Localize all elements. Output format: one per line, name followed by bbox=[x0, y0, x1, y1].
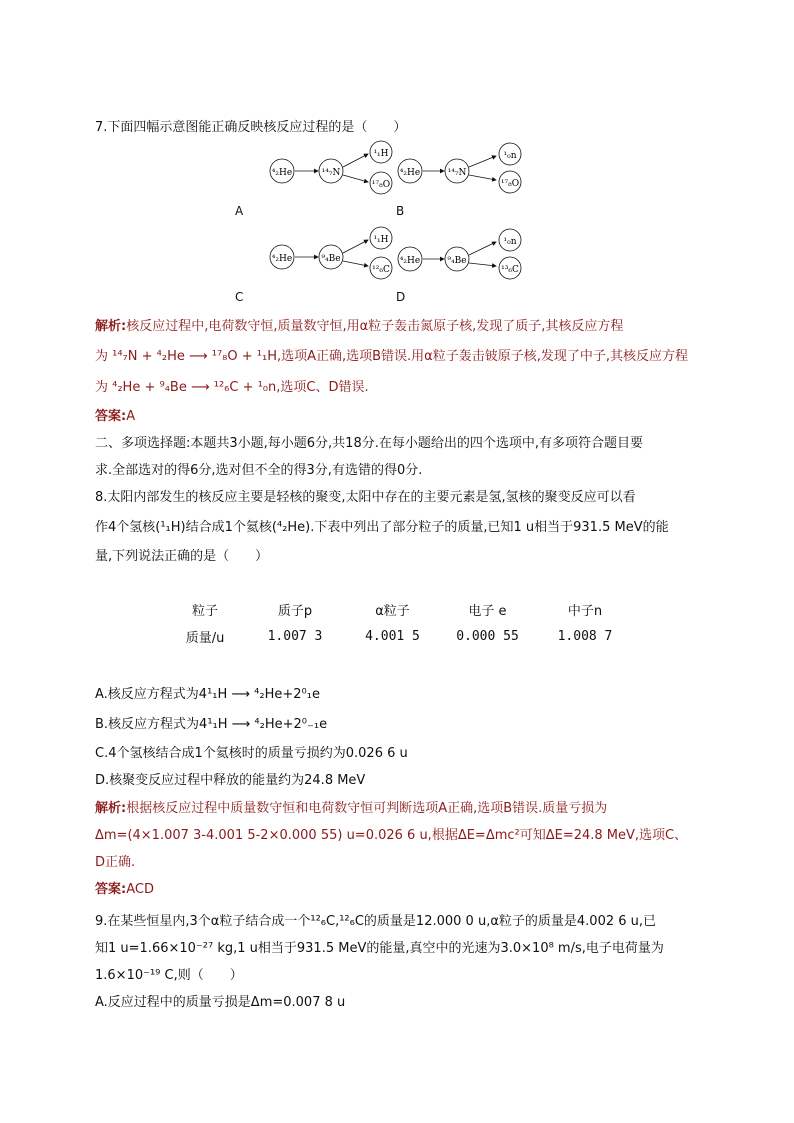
table-cell: 0.000 55 bbox=[456, 629, 519, 644]
q8-mass-table bbox=[165, 596, 635, 650]
table-cell: 1.007 3 bbox=[267, 629, 323, 644]
q8-option-b: B.核反应方程式为4¹₁H ⟶ ⁴₂He+2⁰₋₁e bbox=[95, 717, 328, 732]
q8-analysis-label: 解析: bbox=[95, 801, 127, 816]
diagram-c-target: ⁹₄Be bbox=[321, 254, 341, 264]
q8-answer-label: 答案: bbox=[95, 882, 127, 897]
q8-option-d: D.核聚变反应过程中释放的能量约为24.8 MeV bbox=[95, 773, 366, 788]
q7-answer bbox=[95, 405, 135, 424]
q9-stem-line2: 知1 u=1.66×10⁻²⁷ kg,1 u相当于931.5 MeV的能量,真空中的光速为3.0×10⁸ m/s,电子电荷量为 bbox=[95, 941, 664, 956]
diagram-a bbox=[270, 141, 392, 194]
q8-option-a: A.核反应方程式为4¹₁H ⟶ ⁴₂He+2⁰₁e bbox=[95, 687, 320, 702]
diagram-d-product2: ¹³₆C bbox=[501, 265, 519, 275]
diagram-label-a: A bbox=[235, 204, 244, 218]
q7-analysis-text1: 核反应过程中,电荷数守恒,质量数守恒,用α粒子轰击氮原子核,发现了质子,其核反应方程 bbox=[126, 319, 624, 334]
table-cell: 1.008 7 bbox=[557, 629, 613, 644]
table-header-cell: 粒子 bbox=[191, 604, 218, 619]
q8-stem-line3: 量,下列说法正确的是（ ） bbox=[95, 549, 269, 564]
q7-analysis-line1 bbox=[95, 315, 623, 334]
q8-stem-line1: 8.太阳内部发生的核反应主要是轻核的聚变,太阳中存在的主要元素是氢,氢核的聚变反应可以看 bbox=[95, 490, 636, 505]
table-header-cell: 电子 e bbox=[468, 604, 507, 619]
q8-analysis-line3: D正确. bbox=[95, 855, 136, 870]
diagram-b-target: ¹⁴₇N bbox=[447, 168, 467, 178]
diagram-cd bbox=[260, 226, 530, 282]
diagram-d-product1: ¹₀n bbox=[503, 237, 517, 247]
diagram-b-reactant: ⁴₂He bbox=[399, 168, 421, 178]
diagram-a-product2: ¹⁷₈O bbox=[371, 180, 391, 190]
diagram-c bbox=[270, 227, 392, 279]
table-header-cell: 中子n bbox=[567, 604, 603, 619]
q8-stem-line2: 作4个氢核(¹₁H)结合成1个氦核(⁴₂He).下表中列出了部分粒子的质量,已知1 u相当于931.5 MeV的能 bbox=[95, 520, 669, 535]
diagram-label-b: B bbox=[396, 204, 405, 218]
table-header-cell: α粒子 bbox=[375, 604, 410, 619]
q8-analysis-line1 bbox=[95, 797, 607, 816]
q7-stem: 7.下面四幅示意图能正确反映核反应过程的是（ ） bbox=[95, 120, 407, 135]
section2-line2: 求.全部选对的得6分,选对但不全的得3分,有选错的得0分. bbox=[95, 463, 423, 478]
diagram-b-product2: ¹⁷₈O bbox=[500, 179, 520, 189]
q8-answer-value: ACD bbox=[126, 882, 154, 897]
diagram-label-c: C bbox=[235, 290, 244, 304]
q9-stem-line1: 9.在某些恒星内,3个α粒子结合成一个¹²₆C,¹²₆C的质量是12.000 0 u,α粒子的质量是4.002 6 u,已 bbox=[95, 914, 657, 929]
table-row bbox=[165, 623, 635, 650]
table-cell: 4.001 5 bbox=[365, 629, 420, 644]
q8-answer bbox=[95, 878, 154, 897]
q9-option-a: A.反应过程中的质量亏损是Δm=0.007 8 u bbox=[95, 995, 346, 1010]
diagram-ab bbox=[260, 140, 530, 196]
diagram-c-product1: ¹₁H bbox=[373, 235, 389, 245]
diagram-a-product1: ¹₁H bbox=[373, 149, 389, 159]
q7-analysis-line2: 为 ¹⁴₇N + ⁴₂He ⟶ ¹⁷₈O + ¹₁H,选项A正确,选项B错误.用α粒子轰击铍原子核,发现了中子,其核反应方程 bbox=[95, 349, 689, 364]
q9-stem-line3: 1.6×10⁻¹⁹ C,则（ ） bbox=[95, 968, 243, 983]
diagram-label-d: D bbox=[396, 290, 406, 304]
q7-analysis-line3: 为 ⁴₂He + ⁹₄Be ⟶ ¹²₆C + ¹₀n,选项C、D错误. bbox=[95, 380, 369, 395]
diagram-c-reactant: ⁴₂He bbox=[271, 254, 293, 264]
diagram-d bbox=[398, 229, 521, 279]
diagram-b bbox=[398, 143, 521, 193]
diagram-c-product2: ¹²₆C bbox=[372, 265, 390, 275]
q8-analysis-text1: 根据核反应过程中质量数守恒和电荷数守恒可判断选项A正确,选项B错误.质量亏损为 bbox=[126, 801, 608, 816]
section2-line1: 二、多项选择题:本题共3小题,每小题6分,共18分.在每小题给出的四个选项中,有多项符合题目要 bbox=[95, 436, 643, 451]
q8-option-c: C.4个氢核结合成1个氦核时的质量亏损约为0.026 6 u bbox=[95, 746, 408, 761]
q7-answer-value: A bbox=[126, 409, 136, 424]
q7-answer-label: 答案: bbox=[95, 409, 127, 424]
diagram-d-reactant: ⁴₂He bbox=[399, 256, 421, 266]
q8-analysis-line2: Δm=(4×1.007 3-4.001 5-2×0.000 55) u=0.026 6 u,根据ΔE=Δmc²可知ΔE=24.8 MeV,选项C、 bbox=[95, 828, 688, 843]
table-header-row bbox=[165, 596, 635, 623]
table-header-cell: 质子p bbox=[277, 604, 313, 619]
table-row-label: 质量/u bbox=[185, 631, 225, 646]
diagram-a-target: ¹⁴₇N bbox=[321, 168, 341, 178]
diagram-b-product1: ¹₀n bbox=[503, 151, 517, 161]
diagram-a-reactant: ⁴₂He bbox=[271, 168, 293, 178]
diagram-d-target: ⁹₄Be bbox=[447, 256, 467, 266]
q7-analysis-label: 解析: bbox=[95, 319, 127, 334]
